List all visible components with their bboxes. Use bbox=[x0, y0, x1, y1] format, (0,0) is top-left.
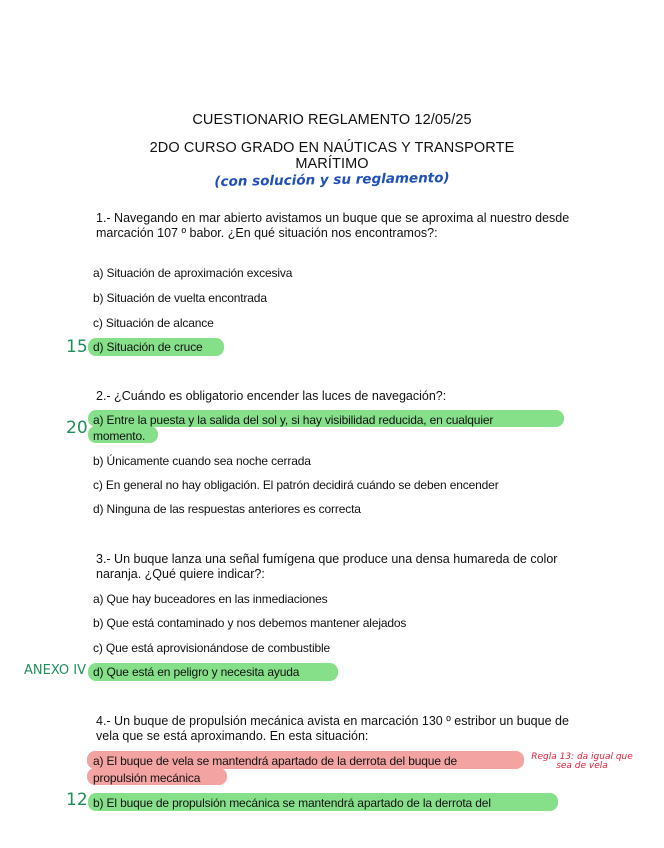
question-3-option-a: a) Que hay buceadores en las inmediaciones bbox=[93, 592, 328, 606]
margin-rule-number: 12 bbox=[66, 790, 88, 810]
question-2-option-a-cont: momento. bbox=[93, 429, 146, 443]
question-3-option-d: d) Que está en peligro y necesita ayuda bbox=[93, 665, 300, 679]
margin-rule-note-line2: sea de vela bbox=[556, 761, 608, 771]
question-3-text: 3.- Un buque lanza una señal fumígena que produce una densa humareda de color naranja. ¿Qué quiere indicar?: bbox=[96, 552, 558, 581]
question-1-option-d: d) Situación de cruce bbox=[93, 340, 203, 354]
question-1-option-b: b) Situación de vuelta encontrada bbox=[93, 291, 267, 305]
document-title: CUESTIONARIO REGLAMENTO 12/05/25 bbox=[192, 112, 472, 128]
handwritten-annotation: (con solución y su reglamento) bbox=[214, 169, 450, 191]
question-3-option-c: c) Que está aprovisionándose de combustible bbox=[93, 641, 331, 655]
question-2-option-c: c) En general no hay obligación. El patrón decidirá cuándo se deben encender bbox=[93, 478, 499, 492]
question-4-option-a: a) El buque de vela se mantendrá apartado de la derrota del buque de bbox=[93, 754, 458, 768]
question-1-option-a: a) Situación de aproximación excesiva bbox=[93, 266, 293, 280]
question-4-option-b: b) El buque de propulsión mecánica se mantendrá apartado de la derrota del bbox=[93, 796, 491, 810]
question-1-text: 1.- Navegando en mar abierto avistamos un buque que se aproxima al nuestro desde marcación 107 º babor. ¿En qué situación nos encontramos?: bbox=[96, 211, 570, 240]
margin-rule-note bbox=[526, 753, 638, 771]
margin-annex-note: ANEXO IV bbox=[24, 663, 86, 678]
margin-rule-number: 20 bbox=[66, 418, 88, 438]
question-4-text: 4.- Un buque de propulsión mecánica avista en marcación 130 º estribor un buque de vela que se está aproximando. En esta situación: bbox=[96, 714, 569, 743]
question-4-option-a-cont: propulsión mecánica bbox=[93, 771, 201, 785]
question-3-option-b: b) Que está contaminado y nos debemos mantener alejados bbox=[93, 616, 407, 630]
question-1-option-c: c) Situación de alcance bbox=[93, 316, 214, 330]
document-subtitle-line2: MARÍTIMO bbox=[295, 156, 369, 172]
question-2-option-b: b) Únicamente cuando sea noche cerrada bbox=[93, 454, 311, 468]
question-2-option-d: d) Ninguna de las respuestas anteriores es correcta bbox=[93, 502, 361, 516]
question-2-option-a: a) Entre la puesta y la salida del sol y, si hay visibilidad reducida, en cualquier bbox=[93, 413, 494, 427]
margin-rule-note-line1: Regla 13: da igual que bbox=[531, 752, 633, 762]
margin-rule-number: 15 bbox=[66, 337, 88, 357]
question-2-text: 2.- ¿Cuándo es obligatorio encender las luces de navegación?: bbox=[96, 389, 447, 403]
document-subtitle-line1: 2DO CURSO GRADO EN NAÚTICAS Y TRANSPORTE bbox=[149, 140, 515, 156]
